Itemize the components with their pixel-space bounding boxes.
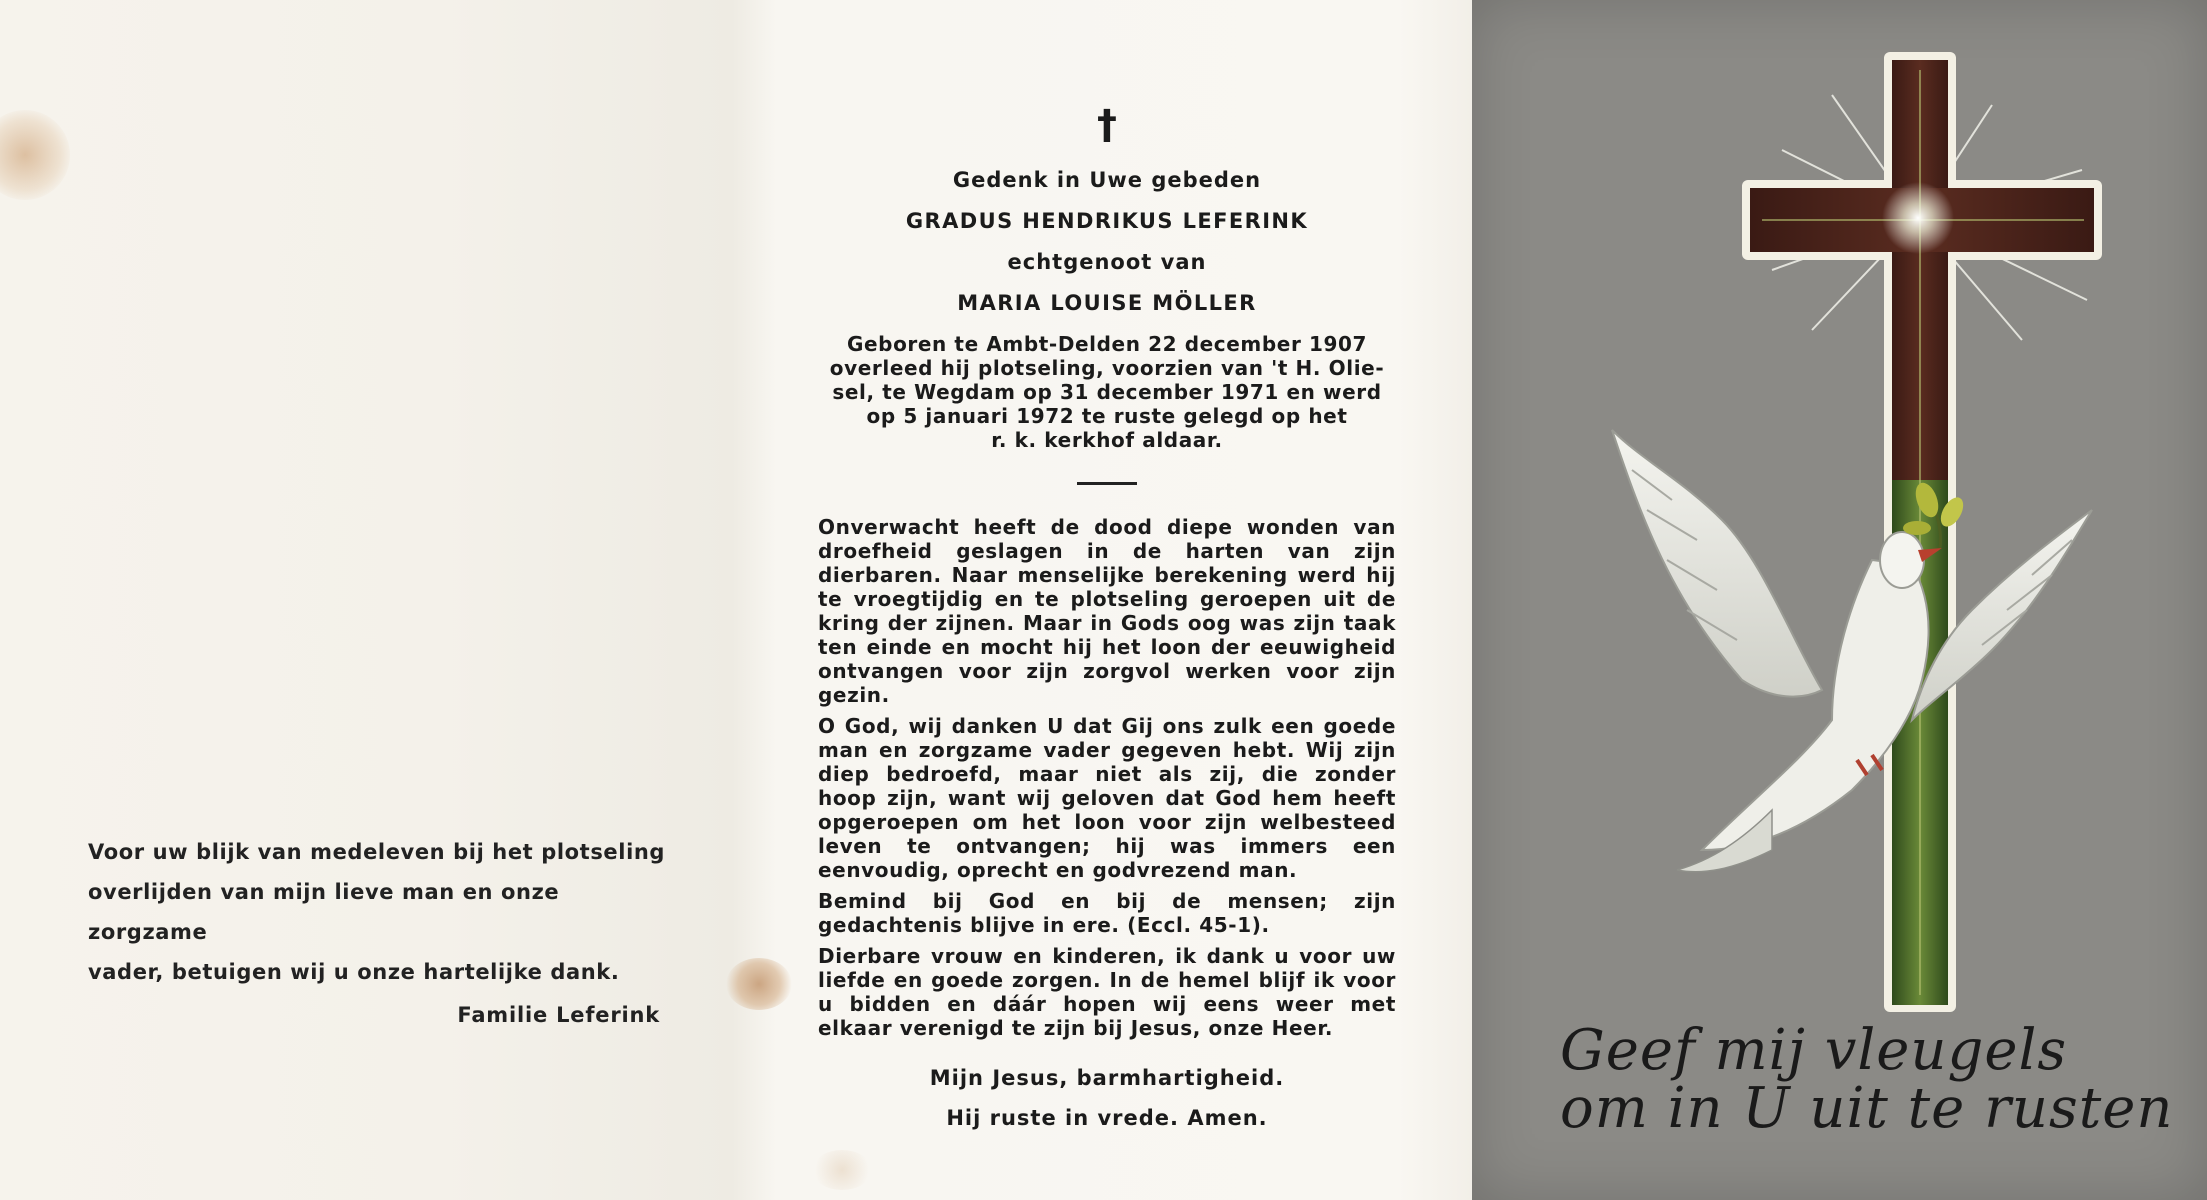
remember-line: Gedenk in Uwe gebeden	[952, 168, 1262, 192]
closing-prayer	[818, 1058, 1396, 1138]
thank-you-message	[88, 832, 678, 992]
spouse-name: MARIA LOUISE MÖLLER	[957, 291, 1257, 315]
facts-line: overleed hij plotseling, voorzien van 't H. Olie-	[829, 356, 1385, 380]
script-caption	[1560, 1018, 2174, 1141]
facts-line: sel, te Wegdam op 31 december 1971 en werd	[832, 380, 1382, 404]
closing-line-2: Hij ruste in vrede. Amen.	[946, 1106, 1268, 1130]
dove-icon	[1612, 430, 2092, 872]
paragraph: O God, wij danken U dat Gij ons zulk een goede man en zorgzame vader gegeven hebt. Wij zijn diep bedroefd, maar niet als zij, die zonder hoop zijn, want wij geloven dat God hem heeft opgeroepen om het loon voor zijn welbesteed leven te ontvangen; hij was immers een eenvoudig, oprecht en godvrezend man.	[818, 714, 1396, 882]
script-line-2: om in U uit te rusten	[1560, 1076, 2174, 1141]
spouse-of-line: echtgenoot van	[1007, 250, 1207, 274]
closing-line-1: Mijn Jesus, barmhartigheid.	[929, 1066, 1285, 1090]
paragraph: Dierbare vrouw en kinderen, ik dank u voor uw liefde en goede zorgen. In de hemel blijf ik voor u bidden en dáár hopen wij eens weer met elkaar verenigd te zijn bij Jesus, onze Heer.	[818, 944, 1396, 1040]
prayer-text	[818, 515, 1396, 1040]
obituary-text	[818, 100, 1396, 1138]
thanks-line-1: Voor uw blijk van medeleven bij het plotseling	[88, 840, 666, 864]
paper-stain	[726, 958, 792, 1010]
life-facts	[818, 332, 1396, 452]
paper-stain	[812, 1150, 872, 1190]
divider	[1077, 482, 1137, 485]
thanks-line-3: vader, betuigen wij u onze hartelijke dank.	[88, 960, 620, 984]
thanks-line-2: overlijden van mijn lieve man en onze zorgzame	[88, 880, 560, 944]
family-signature: Familie Leferink	[457, 1003, 660, 1027]
deceased-name: GRADUS HENDRIKUS LEFERINK	[905, 209, 1309, 233]
light-burst	[1882, 182, 1954, 254]
paragraph: Onverwacht heeft de dood diepe wonden van droefheid geslagen in de harten van zijn dierbaren. Naar menselijke berekening werd hij te vroegtijdig en te plotseling geroepen uit de kring der zijnen. Maar in Gods oog was zijn taak ten einde en mocht hij het loon der eeuwigheid ontvangen voor zijn zorgvol werken voor zijn gezin.	[818, 515, 1396, 707]
cross-icon: †	[1097, 102, 1117, 148]
facts-line: r. k. kerkhof aldaar.	[991, 428, 1223, 452]
facts-line: Geboren te Ambt-Delden 22 december 1907	[846, 332, 1368, 356]
facts-line: op 5 januari 1972 te ruste gelegd op het	[866, 404, 1348, 428]
script-line-1: Geef mij vleugels	[1560, 1018, 2068, 1083]
paragraph: Bemind bij God en bij de mensen; zijn gedachtenis blijve in ere. (Eccl. 45-1).	[818, 889, 1396, 937]
